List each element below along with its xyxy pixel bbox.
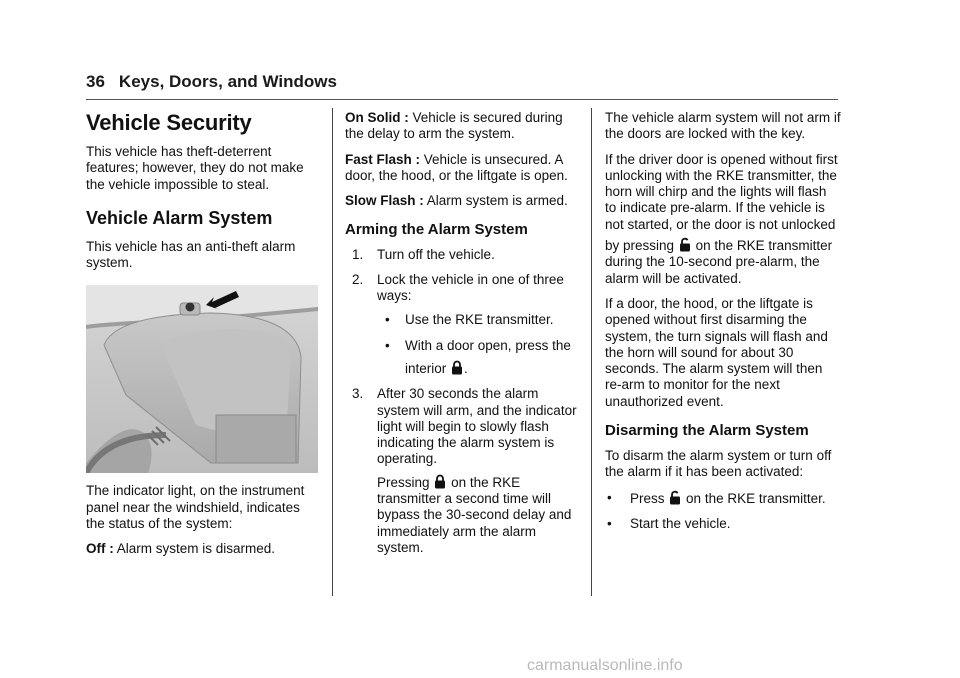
status-off-desc: Alarm system is disarmed. — [116, 541, 276, 557]
disarm-method-text: on the RKE transmitter. — [686, 490, 826, 506]
pressing-text: Pressing — [377, 474, 430, 490]
indicator-light-photo — [86, 285, 318, 473]
status-fast-flash — [345, 152, 581, 185]
press-text: Press — [630, 490, 665, 506]
pre-alarm-text-2: on the RKE transmitter during the 10-second pre-alarm, the alarm will be activated. — [605, 238, 833, 286]
status-on-solid-term: On Solid : — [345, 110, 409, 125]
status-slow-flash-desc: Alarm system is armed. — [426, 193, 568, 209]
lock-method-text: With a door open, press the — [405, 337, 571, 353]
step-text: Lock the vehicle in one of three ways: — [377, 271, 564, 304]
bullet: • — [385, 312, 390, 328]
arming-step-1 — [345, 247, 581, 263]
unlock-icon — [679, 237, 691, 252]
page-header — [86, 72, 337, 92]
security-intro: This vehicle has theft-deterrent features; however, they do not make the vehicle impossible to steal. — [86, 144, 304, 192]
disarming-heading: Disarming the Alarm System — [605, 422, 809, 440]
lock-method-text-2: interior — [405, 360, 447, 376]
status-on-solid — [345, 110, 581, 143]
header-rule — [86, 99, 838, 100]
bullet: • — [385, 337, 390, 353]
lock-method-interior — [377, 338, 581, 378]
lock-icon — [451, 360, 463, 375]
alarm-system-intro: This vehicle has an anti-theft alarm system. — [86, 238, 296, 271]
disarm-method-start — [605, 516, 841, 532]
step-text: Turn off the vehicle. — [377, 247, 495, 263]
section-title: Keys, Doors, and Windows — [118, 72, 337, 91]
column-1 — [86, 110, 322, 567]
step-text: After 30 seconds the alarm system will arm, and the indicator light will begin to slowly flash indicating the alarm system is operating. — [377, 386, 577, 467]
lock-icon — [434, 474, 446, 489]
key-lock-note: The vehicle alarm system will not arm if the doors are locked with the key. — [605, 110, 841, 142]
disarm-methods — [605, 490, 841, 533]
bullet: • — [607, 489, 612, 505]
step-text-2: on the RKE transmitter a second time will bypass the 30-second delay and immediately arm the alarm system. — [377, 474, 572, 555]
lock-method-text: Use the RKE transmitter. — [405, 312, 554, 328]
arming-heading: Arming the Alarm System — [345, 221, 528, 239]
pre-alarm-paragraph — [605, 152, 841, 287]
step-number: 1. — [352, 247, 364, 263]
lock-methods — [377, 312, 581, 377]
alarm-system-heading: Vehicle Alarm System — [86, 207, 273, 228]
disarm-method-text: Start the vehicle. — [630, 515, 731, 531]
unlock-icon — [669, 490, 681, 505]
column-divider-1 — [332, 108, 333, 596]
status-slow-flash — [345, 193, 581, 209]
step-number: 3. — [352, 386, 364, 402]
arming-steps — [345, 247, 581, 556]
page-title: Vehicle Security — [86, 110, 252, 135]
disarm-method-rke — [605, 490, 841, 507]
status-on-solid-desc: Vehicle is secured during the delay to arm the system. — [345, 110, 563, 142]
alarm-trigger-paragraph: If a door, the hood, or the liftgate is opened without first disarming the system, the turn signals will flash and the horn will sound for about 30 seconds. The alarm system will then re-arm to monitor for the next unauthorized event. — [605, 295, 828, 409]
watermark: carmanualsonline.info — [527, 657, 683, 674]
column-2 — [345, 110, 581, 564]
status-fast-flash-term: Fast Flash : — [345, 151, 421, 167]
indicator-description: The indicator light, on the instrument panel near the windshield, indicates the status of the system: — [86, 483, 305, 532]
status-off-term: Off : — [86, 541, 114, 557]
column-divider-2 — [591, 108, 592, 596]
arming-step-2 — [345, 272, 581, 377]
period: . — [464, 360, 468, 376]
status-slow-flash-term: Slow Flash : — [345, 193, 424, 209]
arming-step-3 — [345, 386, 581, 556]
page-number: 36 — [86, 72, 105, 91]
step-number: 2. — [352, 271, 364, 287]
status-off — [86, 541, 322, 557]
status-fast-flash-desc: Vehicle is unsecured. A door, the hood, or the liftgate is open. — [345, 151, 568, 183]
bullet: • — [607, 515, 612, 531]
column-3 — [605, 110, 841, 541]
press-text: by pressing — [605, 238, 675, 254]
lock-method-rke — [377, 312, 581, 328]
pre-alarm-text: If the driver door is opened without first unlocking with the RKE transmitter, the horn will chirp and the lights will flash to indicate pre-alarm. If the vehicle is not started, or the door is not unlocked — [605, 151, 838, 232]
disarming-intro: To disarm the alarm system or turn off the alarm if it has been activated: — [605, 448, 832, 480]
